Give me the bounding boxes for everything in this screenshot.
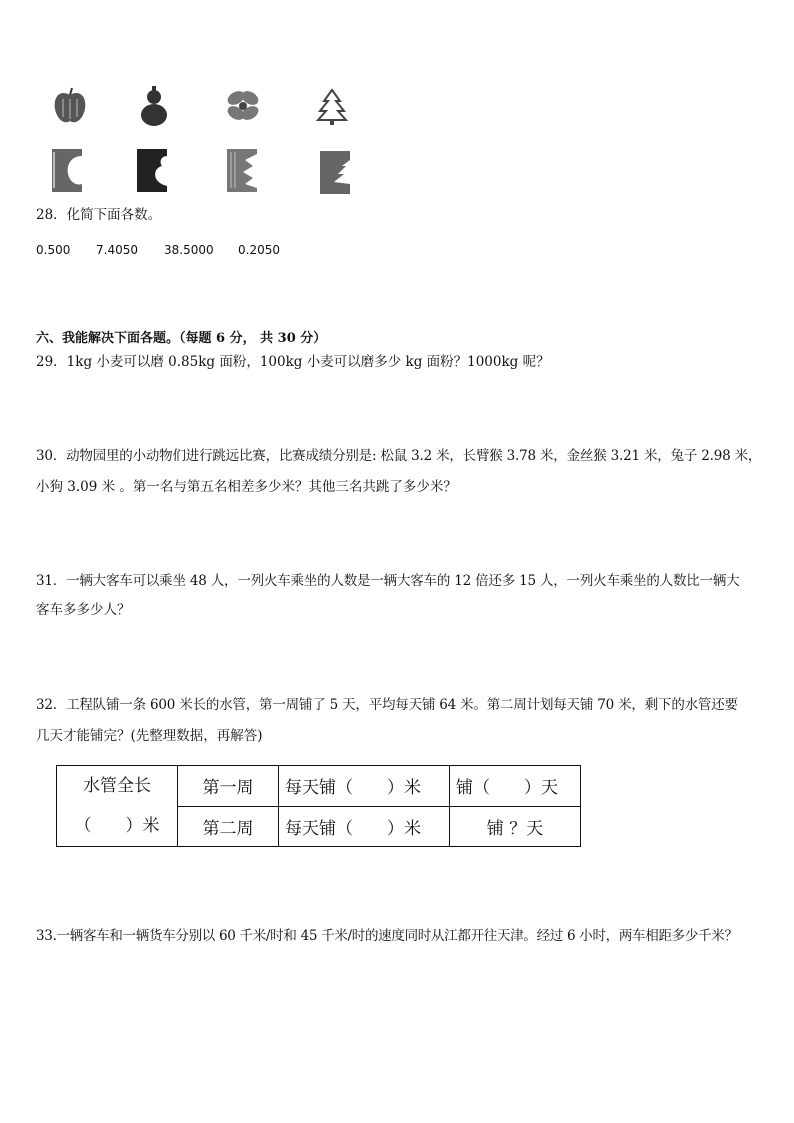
number-item: 0.500 bbox=[36, 243, 71, 257]
cutout-flower-figure bbox=[225, 148, 259, 193]
number-item: 0.2050 bbox=[238, 243, 280, 257]
question-31-line-1: 31．一辆大客车可以乘坐 48 人，一列火车乘坐的人数是一辆大客车的 12 倍还多 15 人，一列火车乘坐的人数比一辆大 bbox=[36, 573, 740, 589]
question-32-line-1: 32．工程队铺一条 600 米长的水管，第一周铺了 5 天，平均每天铺 64 米。第二周计划每天铺 70 米，剩下的水管还要 bbox=[36, 697, 738, 713]
flower-figure bbox=[222, 88, 264, 124]
tree-figure bbox=[315, 88, 349, 126]
week-1-days: 铺（ ）天 bbox=[450, 766, 581, 807]
section-6-heading: 六、我能解决下面各题。（每题 6 分， 共 30 分） bbox=[36, 331, 327, 346]
number-item: 7.4050 bbox=[96, 243, 138, 257]
week-2-label: 第二周 bbox=[178, 806, 279, 847]
week-2-per-day: 每天铺（ ）米 bbox=[279, 806, 450, 847]
pipe-data-table bbox=[56, 765, 581, 847]
question-29: 29．1kg 小麦可以磨 0.85kg 面粉，100kg 小麦可以磨多少 kg 面粉？1000kg 呢？ bbox=[36, 354, 550, 370]
week-2-days: 铺 ？天 bbox=[450, 806, 581, 847]
gourd-figure bbox=[138, 86, 170, 128]
apple-figure bbox=[50, 85, 90, 127]
week-1-label: 第一周 bbox=[178, 766, 279, 807]
question-30-line-2: 小狗 3.09 米 。第一名与第五名相差多少米？其他三名共跳了多少米？ bbox=[36, 479, 457, 495]
question-31-line-2: 客车多多少人？ bbox=[36, 602, 131, 618]
total-length-blank: （ ）米 bbox=[74, 816, 160, 836]
question-33: 33.一辆客车和一辆货车分别以 60 千米/时和 45 千米/时的速度同时从江都开往天津。经过 6 小时，两车相距多少千米？ bbox=[36, 928, 738, 944]
question-28-numbers bbox=[36, 239, 280, 258]
cutout-tree-figure bbox=[318, 150, 352, 195]
question-32-line-2: 几天才能铺完？(先整理数据，再解答) bbox=[36, 728, 263, 744]
number-item: 38.5000 bbox=[164, 243, 214, 257]
question-28-title: 28．化简下面各数。 bbox=[36, 207, 162, 223]
total-length-label: 水管全长 bbox=[83, 776, 151, 796]
question-30-line-1: 30．动物园里的小动物们进行跳远比赛，比赛成绩分别是: 松鼠 3.2 米，长臂猴 3.78 米，金丝猴 3.21 米，兔子 2.98 米， bbox=[36, 448, 762, 464]
cutout-apple-figure bbox=[50, 148, 84, 193]
cutout-gourd-figure bbox=[135, 148, 169, 193]
total-length-cell bbox=[57, 766, 178, 847]
week-1-per-day: 每天铺（ ）米 bbox=[279, 766, 450, 807]
